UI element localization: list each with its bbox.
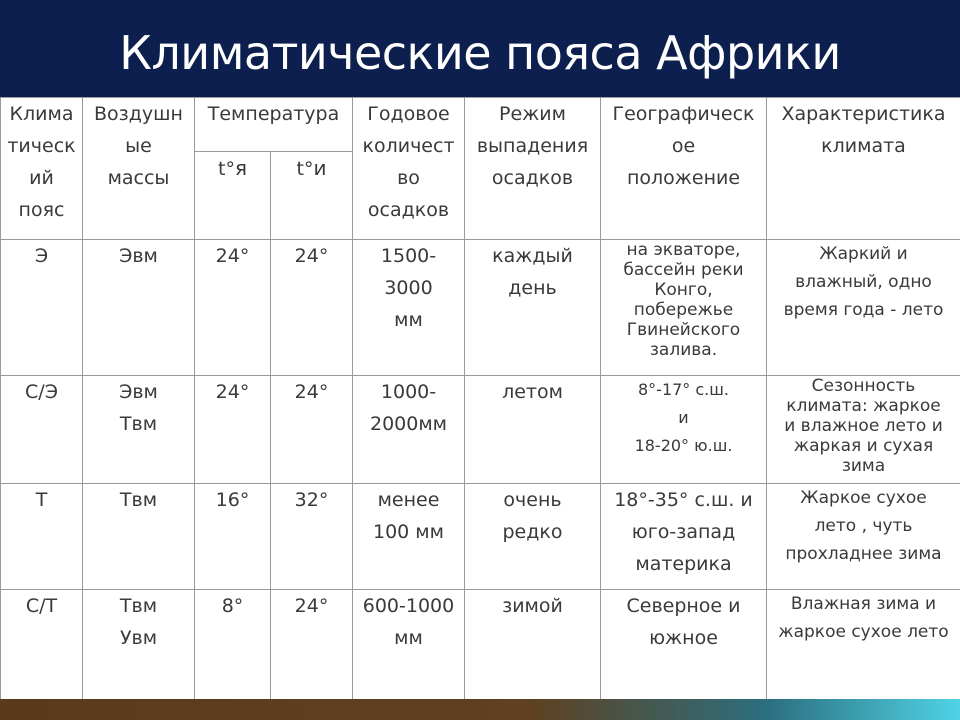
cell-t-july: 24° (271, 376, 353, 484)
table-row (1, 484, 960, 590)
cell-t-january: 24° (195, 376, 271, 484)
cell-air-masses: Эвм (83, 240, 195, 376)
footer-bar (0, 699, 960, 720)
table-row (1, 590, 960, 700)
header-regime: Режим выпадения осадков (465, 98, 601, 240)
cell-belt: С/Э (1, 376, 83, 484)
climate-table (0, 97, 960, 700)
cell-regime: очень редко (465, 484, 601, 590)
cell-air-masses: Твм (83, 484, 195, 590)
cell-precipitation: 1500- 3000 мм (353, 240, 465, 376)
cell-regime: каждый день (465, 240, 601, 376)
cell-belt: С/Т (1, 590, 83, 700)
cell-belt: Т (1, 484, 83, 590)
cell-precipitation: 1000- 2000мм (353, 376, 465, 484)
cell-precipitation: менее 100 мм (353, 484, 465, 590)
header-precipitation: Годовое количест во осадков (353, 98, 465, 240)
cell-regime: зимой (465, 590, 601, 700)
cell-geo: 18°-35° с.ш. и юго-запад материка (601, 484, 767, 590)
header-belt: Клима тическ ий пояс (1, 98, 83, 240)
cell-geo: 8°-17° с.ш. и 18-20° ю.ш. (601, 376, 767, 484)
cell-t-july: 24° (271, 590, 353, 700)
cell-geo: на экваторе, бассейн реки Конго, побережье Гвинейского залива. (601, 240, 767, 376)
header-characteristic: Характеристика климата (767, 98, 960, 240)
header-row-top (1, 98, 960, 152)
table-row (1, 376, 960, 484)
cell-characteristic: Жаркий и влажный, одно время года - лето (767, 240, 960, 376)
cell-t-july: 24° (271, 240, 353, 376)
cell-air-masses: Твм Увм (83, 590, 195, 700)
table-row (1, 240, 960, 376)
header-temperature: Температура (195, 98, 353, 152)
cell-t-january: 24° (195, 240, 271, 376)
cell-characteristic: Сезонность климата: жаркое и влажное лето и жаркая и сухая зима (767, 376, 960, 484)
cell-characteristic: Жаркое сухое лето , чуть прохладнее зима (767, 484, 960, 590)
header-t-july: t°и (271, 152, 353, 240)
header-t-january: t°я (195, 152, 271, 240)
cell-t-january: 16° (195, 484, 271, 590)
cell-regime: летом (465, 376, 601, 484)
cell-geo: Северное и южное (601, 590, 767, 700)
cell-belt: Э (1, 240, 83, 376)
title-bar (0, 0, 960, 97)
page-title: Климатические пояса Африки (119, 26, 841, 80)
header-air-masses: Воздушн ые массы (83, 98, 195, 240)
cell-t-july: 32° (271, 484, 353, 590)
cell-air-masses: Эвм Твм (83, 376, 195, 484)
header-geo: Географическ ое положение (601, 98, 767, 240)
cell-t-january: 8° (195, 590, 271, 700)
cell-precipitation: 600-1000 мм (353, 590, 465, 700)
cell-characteristic: Влажная зима и жаркое сухое лето (767, 590, 960, 700)
